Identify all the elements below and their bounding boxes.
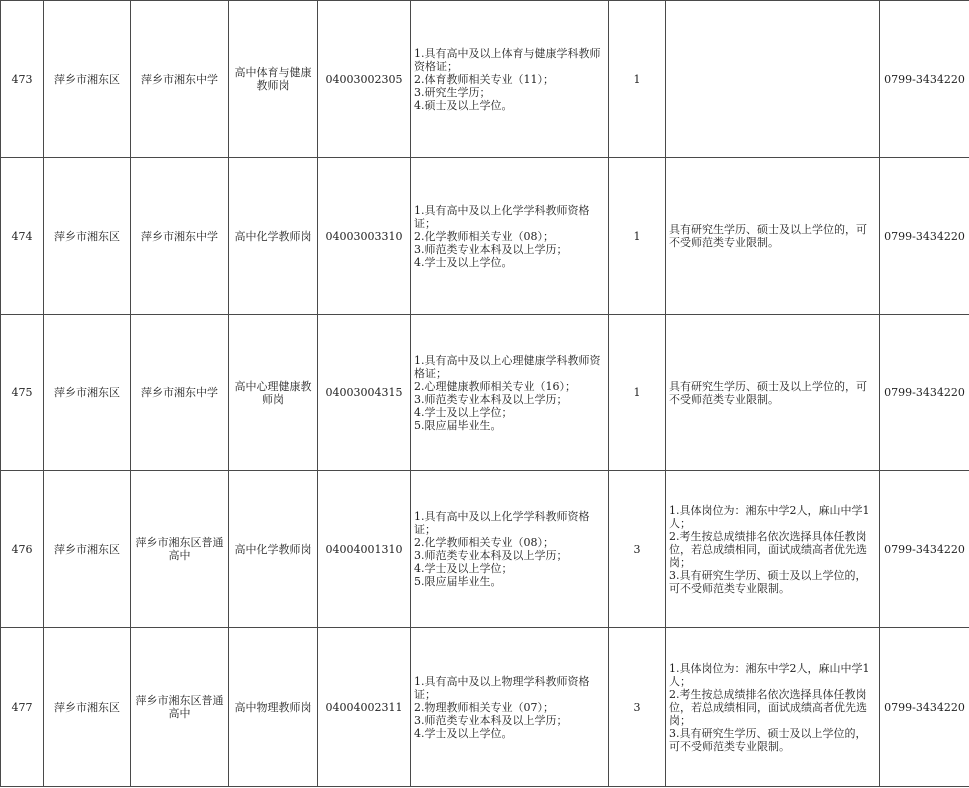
district-text: 萍乡市湘东区 xyxy=(54,700,120,714)
district-cell xyxy=(44,158,131,315)
requirements-cell xyxy=(411,158,609,315)
contact-phone-cell xyxy=(880,158,969,315)
table-row xyxy=(1,315,969,471)
requirement-line: 4.学士及以上学位； xyxy=(414,562,513,575)
hiring-count-cell xyxy=(609,628,666,787)
contact-phone-text: 0799-3434220 xyxy=(884,229,965,243)
note-line: 1.具体岗位为：湘东中学2人，麻山中学1人； xyxy=(669,503,870,530)
note-line: 2.考生按总成绩排名依次选择具体任教岗位，若总成绩相同，面试成绩高者优先选岗； xyxy=(669,687,867,727)
note-line: 2.考生按总成绩排名依次选择具体任教岗位，若总成绩相同，面试成绩高者优先选岗； xyxy=(669,529,867,569)
district-cell xyxy=(44,1,131,158)
requirements-cell xyxy=(411,1,609,158)
post-name-text: 高中心理健康教师岗 xyxy=(234,379,312,406)
post-code-cell xyxy=(318,158,411,315)
table-row xyxy=(1,158,969,315)
notes-cell xyxy=(666,1,880,158)
post-name-cell xyxy=(229,628,318,787)
post-code-text: 04004001310 xyxy=(325,542,403,556)
contact-phone-text: 0799-3434220 xyxy=(884,542,965,556)
contact-phone-text: 0799-3434220 xyxy=(884,700,965,714)
row-number-cell xyxy=(1,471,44,628)
hiring-count-text: 3 xyxy=(633,542,641,556)
contact-phone-cell xyxy=(880,628,969,787)
requirement-line: 5.限应届毕业生。 xyxy=(414,418,502,432)
table-body xyxy=(1,1,969,787)
notes-cell xyxy=(666,628,880,787)
requirement-line: 3.师范类专业本科及以上学历； xyxy=(414,713,568,727)
requirement-line: 3.师范类专业本科及以上学历； xyxy=(414,549,568,562)
requirement-line: 4.学士及以上学位。 xyxy=(414,726,513,740)
post-code-cell xyxy=(318,628,411,787)
hiring-count-text: 1 xyxy=(633,72,641,86)
requirement-line: 4.学士及以上学位； xyxy=(414,405,513,419)
row-number-text: 476 xyxy=(11,542,33,556)
post-name-text: 高中化学教师岗 xyxy=(234,229,312,243)
table-row xyxy=(1,1,969,158)
post-code-text: 04003003310 xyxy=(325,229,403,243)
requirement-line: 2.化学教师相关专业（08）； xyxy=(414,536,554,549)
requirement-line: 1.具有高中及以上物理学科教师资格证； xyxy=(414,674,590,701)
table-row xyxy=(1,471,969,628)
hiring-count-cell xyxy=(609,315,666,471)
post-code-cell xyxy=(318,1,411,158)
contact-phone-cell xyxy=(880,1,969,158)
unit-text: 萍乡市湘东中学 xyxy=(141,386,218,399)
post-name-cell xyxy=(229,471,318,628)
requirement-line: 3.师范类专业本科及以上学历； xyxy=(414,392,568,406)
note-line: 1.具体岗位为：湘东中学2人，麻山中学1人； xyxy=(669,661,870,688)
post-name-cell xyxy=(229,1,318,158)
requirement-line: 4.硕士及以上学位。 xyxy=(414,98,513,112)
requirement-line: 3.师范类专业本科及以上学历； xyxy=(414,242,568,256)
table-row xyxy=(1,628,969,787)
notes-cell xyxy=(666,471,880,628)
note-line: 3.具有研究生学历、硕士及以上学位的，可不受师范类专业限制。 xyxy=(669,726,867,753)
district-cell xyxy=(44,315,131,471)
row-number-cell xyxy=(1,1,44,158)
contact-phone-cell xyxy=(880,471,969,628)
hiring-count-text: 1 xyxy=(633,386,641,399)
row-number-text: 477 xyxy=(11,700,33,714)
requirement-line: 2.心理健康教师相关专业（16）； xyxy=(414,379,576,393)
post-code-text: 04004002311 xyxy=(325,700,403,714)
unit-cell xyxy=(131,1,229,158)
contact-phone-text: 0799-3434220 xyxy=(884,72,965,86)
notes-cell xyxy=(666,315,880,471)
hiring-count-cell xyxy=(609,471,666,628)
requirement-line: 1.具有高中及以上体育与健康学科教师资格证； xyxy=(414,46,601,73)
requirement-line: 1.具有高中及以上化学学科教师资格证； xyxy=(414,203,590,230)
district-text: 萍乡市湘东区 xyxy=(54,229,120,243)
unit-cell xyxy=(131,628,229,787)
hiring-count-text: 3 xyxy=(633,700,641,714)
district-cell xyxy=(44,628,131,787)
district-text: 萍乡市湘东区 xyxy=(54,386,120,399)
hiring-count-cell xyxy=(609,158,666,315)
unit-cell xyxy=(131,158,229,315)
post-code-cell xyxy=(318,315,411,471)
note-line: 具有研究生学历、硕士及以上学位的，可不受师范类专业限制。 xyxy=(669,223,867,249)
requirement-line: 2.体育教师相关专业（11）； xyxy=(414,72,554,86)
district-text: 萍乡市湘东区 xyxy=(54,72,120,86)
row-number-text: 474 xyxy=(11,229,33,243)
requirement-line: 1.具有高中及以上心理健康学科教师资格证； xyxy=(414,353,601,380)
post-name-text: 高中化学教师岗 xyxy=(234,542,312,556)
row-number-cell xyxy=(1,315,44,471)
requirement-line: 5.限应届毕业生。 xyxy=(414,575,502,588)
district-text: 萍乡市湘东区 xyxy=(54,542,120,556)
unit-cell xyxy=(131,471,229,628)
note-line: 3.具有研究生学历、硕士及以上学位的，可不受师范类专业限制。 xyxy=(669,568,867,595)
row-number-cell xyxy=(1,158,44,315)
post-name-text: 高中体育与健康教师岗 xyxy=(234,66,312,92)
requirements-cell xyxy=(411,315,609,471)
post-name-cell xyxy=(229,158,318,315)
requirements-cell xyxy=(411,471,609,628)
unit-text: 萍乡市湘东中学 xyxy=(141,72,218,86)
hiring-count-text: 1 xyxy=(633,229,641,243)
post-code-cell xyxy=(318,471,411,628)
post-name-text: 高中物理教师岗 xyxy=(234,700,312,714)
hiring-count-cell xyxy=(609,1,666,158)
post-code-text: 04003002305 xyxy=(325,72,403,86)
unit-text: 萍乡市湘东中学 xyxy=(141,229,218,243)
notes-cell xyxy=(666,158,880,315)
contact-phone-text: 0799-3434220 xyxy=(884,386,965,399)
row-number-text: 475 xyxy=(11,386,33,399)
requirement-line: 4.学士及以上学位。 xyxy=(414,255,513,269)
requirement-line: 1.具有高中及以上化学学科教师资格证； xyxy=(414,510,590,536)
row-number-text: 473 xyxy=(11,72,33,86)
unit-cell xyxy=(131,315,229,471)
note-line: 具有研究生学历、硕士及以上学位的，可不受师范类专业限制。 xyxy=(669,379,867,406)
requirement-line: 2.化学教师相关专业（08）； xyxy=(414,229,554,243)
requirement-line: 3.研究生学历； xyxy=(414,85,491,99)
district-cell xyxy=(44,471,131,628)
unit-text: 萍乡市湘东区普通高中 xyxy=(135,694,224,720)
requirements-cell xyxy=(411,628,609,787)
unit-text: 萍乡市湘东区普通高中 xyxy=(135,536,224,562)
contact-phone-cell xyxy=(880,315,969,471)
requirement-line: 2.物理教师相关专业（07）； xyxy=(414,700,554,714)
post-code-text: 04003004315 xyxy=(325,386,403,399)
post-name-cell xyxy=(229,315,318,471)
row-number-cell xyxy=(1,628,44,787)
